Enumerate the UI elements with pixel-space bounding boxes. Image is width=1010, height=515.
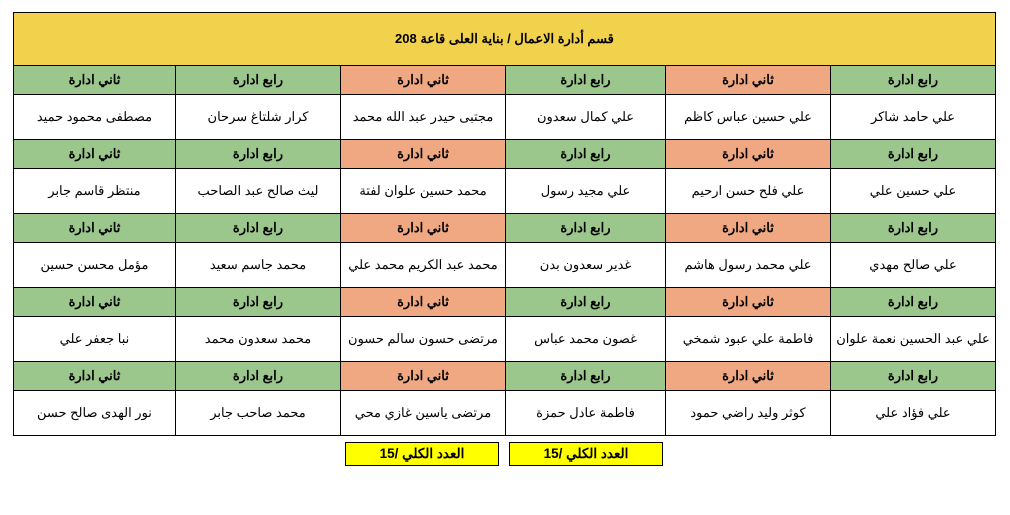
column-header: رابع ادارة [176, 214, 341, 243]
column-header: رابع ادارة [506, 288, 666, 317]
totals-row [14, 442, 996, 468]
column-header: ثاني ادارة [13, 214, 175, 243]
column-header: رابع ادارة [831, 66, 996, 95]
student-name: غصون محمد عباس [506, 317, 666, 362]
column-header: رابع ادارة [506, 362, 666, 391]
table-row [13, 95, 995, 140]
column-header: رابع ادارة [831, 288, 996, 317]
student-name: محمد جاسم سعيد [176, 243, 341, 288]
student-name: مرتضى ياسين غازي محي [341, 391, 506, 436]
column-header: ثاني ادارة [341, 214, 506, 243]
student-name: مصطفى محمود حميد [13, 95, 175, 140]
total-badge: العدد الكلي /15 [509, 442, 663, 466]
column-header: رابع ادارة [506, 66, 666, 95]
column-header: ثاني ادارة [341, 288, 506, 317]
column-header: رابع ادارة [831, 140, 996, 169]
column-header: ثاني ادارة [666, 66, 831, 95]
student-name: علي حامد شاكر [831, 95, 996, 140]
header-row [13, 66, 995, 95]
student-name: علي مجيد رسول [506, 169, 666, 214]
column-header: ثاني ادارة [666, 214, 831, 243]
student-name: علي حسين عباس كاظم [666, 95, 831, 140]
student-name: علي حسين علي [831, 169, 996, 214]
header-row [13, 288, 995, 317]
table-row [13, 169, 995, 214]
student-name: محمد حسين علوان لفتة [341, 169, 506, 214]
column-header: ثاني ادارة [666, 288, 831, 317]
student-name: علي صالح مهدي [831, 243, 996, 288]
column-header: ثاني ادارة [341, 140, 506, 169]
student-name: علي محمد رسول هاشم [666, 243, 831, 288]
column-header: رابع ادارة [176, 288, 341, 317]
column-header: ثاني ادارة [666, 140, 831, 169]
student-name: ليث صالح عبد الصاحب [176, 169, 341, 214]
student-name: محمد صاحب جابر [176, 391, 341, 436]
title-row [13, 13, 995, 66]
student-name: نور الهدى صالح حسن [13, 391, 175, 436]
header-row [13, 362, 995, 391]
column-header: ثاني ادارة [13, 140, 175, 169]
student-name: محمد سعدون محمد [176, 317, 341, 362]
column-header: رابع ادارة [506, 214, 666, 243]
table-row [13, 243, 995, 288]
student-name: مؤمل محسن حسين [13, 243, 175, 288]
column-header: رابع ادارة [176, 140, 341, 169]
student-name: فاطمة علي عبود شمخي [666, 317, 831, 362]
student-name: منتظر قاسم جابر [13, 169, 175, 214]
column-header: ثاني ادارة [666, 362, 831, 391]
column-header: ثاني ادارة [13, 66, 175, 95]
student-name: علي كمال سعدون [506, 95, 666, 140]
student-name: مجتبى حيدر عبد الله محمد [341, 95, 506, 140]
student-name: فاطمة عادل حمزة [506, 391, 666, 436]
student-name: مرتضى حسون سالم حسون [341, 317, 506, 362]
column-header: رابع ادارة [506, 140, 666, 169]
column-header: ثاني ادارة [13, 288, 175, 317]
total-badge: العدد الكلي /15 [345, 442, 499, 466]
student-name: علي فؤاد علي [831, 391, 996, 436]
column-header: ثاني ادارة [341, 362, 506, 391]
column-header: ثاني ادارة [341, 66, 506, 95]
student-name: نبا جعفر علي [13, 317, 175, 362]
column-header: رابع ادارة [831, 362, 996, 391]
header-row [13, 140, 995, 169]
column-header: رابع ادارة [176, 362, 341, 391]
page-title: قسم أدارة الاعمال / بناية العلى قاعة 208 [13, 13, 995, 66]
student-name: كوثر وليد راضي حمود [666, 391, 831, 436]
student-name: علي فلح حسن ارحيم [666, 169, 831, 214]
table-row [13, 317, 995, 362]
student-name: علي عبد الحسين نعمة علوان [831, 317, 996, 362]
student-name: غدير سعدون بدن [506, 243, 666, 288]
student-name: محمد عبد الكريم محمد علي [341, 243, 506, 288]
header-row [13, 214, 995, 243]
column-header: ثاني ادارة [13, 362, 175, 391]
attendance-table [13, 12, 996, 436]
column-header: رابع ادارة [176, 66, 341, 95]
column-header: رابع ادارة [831, 214, 996, 243]
student-name: كرار شلتاغ سرحان [176, 95, 341, 140]
table-row [13, 391, 995, 436]
